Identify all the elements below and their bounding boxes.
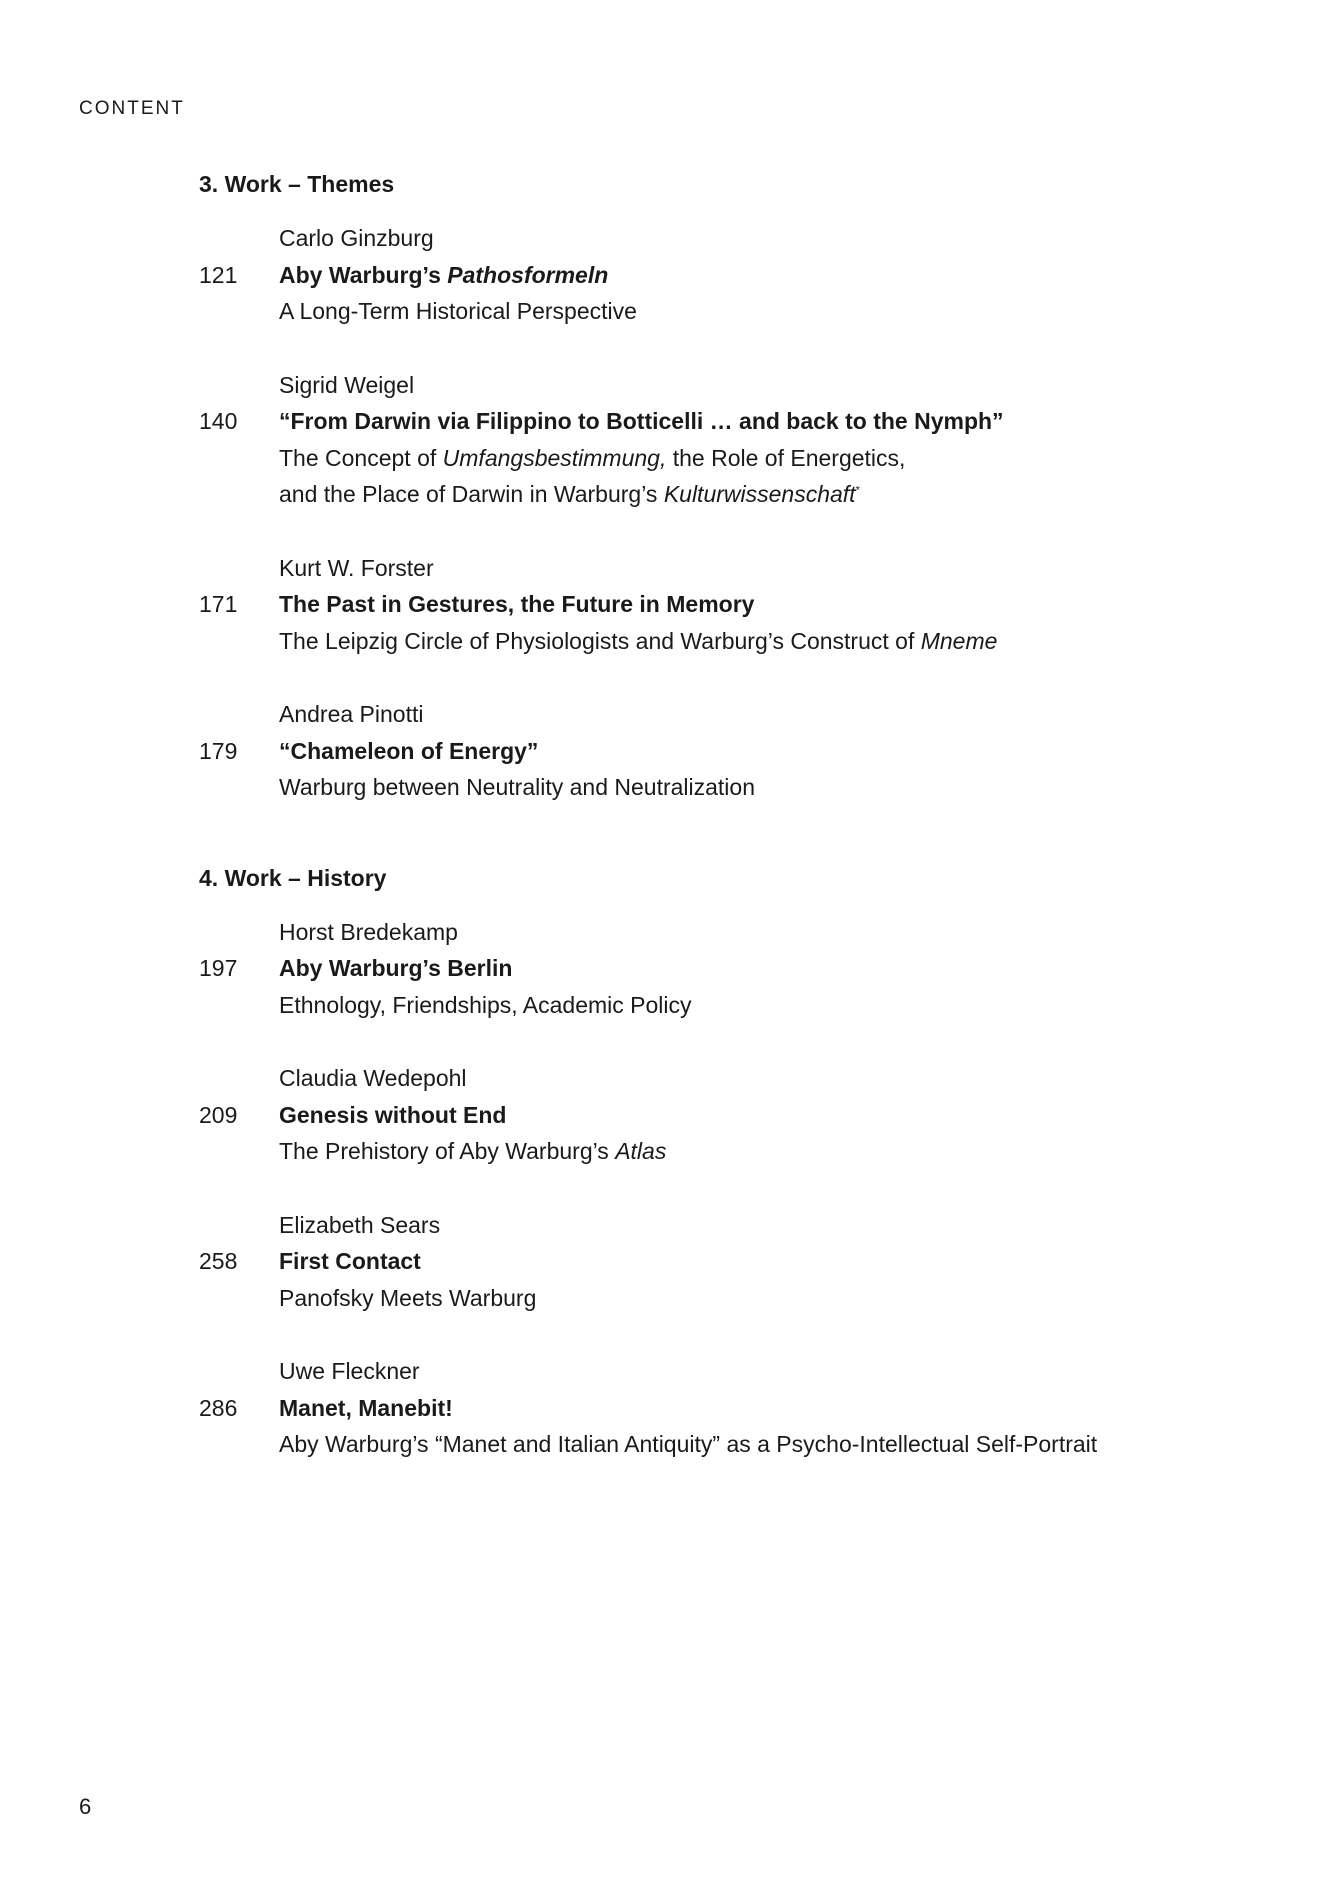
- toc-entry: [199, 367, 1259, 513]
- section-title: 4. Work – History: [199, 864, 387, 891]
- entry-page-number: 179: [199, 737, 238, 764]
- entry-subtitle-text: Aby Warburg’s “Manet and Italian Antiquity” as a Psycho-Intellectual Self-Portrait: [279, 1431, 1098, 1457]
- entry-subtitle-text: and the Place of Darwin in Warburg’s: [279, 481, 664, 507]
- entry-title: Genesis without End: [279, 1101, 507, 1128]
- section-entries: [199, 220, 1259, 806]
- toc-entry: [199, 696, 1259, 806]
- entry-page-number: 286: [199, 1394, 238, 1421]
- entry-page-number: 209: [199, 1101, 238, 1128]
- entry-subtitle-text: The Leipzig Circle of Physiologists and Warburg’s Construct of: [279, 627, 921, 654]
- section-title: 3. Work – Themes: [199, 171, 395, 197]
- entry-title: The Past in Gestures, the Future in Memory: [279, 591, 755, 617]
- toc-entry: [199, 1060, 1259, 1170]
- entry-subtitle: [199, 769, 1259, 806]
- entry-subtitle: [199, 1426, 1259, 1463]
- entry-page-number: 140: [199, 408, 238, 434]
- entry-title-italic: Pathosformeln: [447, 261, 609, 288]
- running-head: CONTENT: [79, 98, 185, 119]
- entry-subtitle-text: The Prehistory of Aby Warburg’s: [279, 1138, 616, 1164]
- entry-title-line[interactable]: [199, 1243, 1259, 1280]
- entry-subtitle: [199, 1133, 1259, 1170]
- entry-subtitle: [199, 1280, 1259, 1317]
- entry-title-line[interactable]: [199, 733, 1259, 770]
- entry-subtitle-text: The Concept of: [279, 444, 443, 471]
- entry-title-line[interactable]: [199, 586, 1259, 623]
- entry-subtitle: [199, 293, 1259, 330]
- entry-page-number: 258: [199, 1248, 238, 1274]
- table-of-contents: [199, 166, 1259, 1463]
- entry-title-line[interactable]: [199, 403, 1259, 440]
- entry-author: Sigrid Weigel: [279, 371, 415, 398]
- page-number: 6: [79, 1794, 92, 1819]
- entry-subtitle-text: Warburg between Neutrality and Neutralization: [279, 774, 756, 800]
- entry-subtitle-italic: Mneme: [920, 627, 998, 654]
- entry-author: Andrea Pinotti: [279, 701, 424, 727]
- entry-author: Uwe Fleckner: [279, 1358, 420, 1384]
- entry-title: Aby Warburg’s: [279, 261, 448, 288]
- entry-subtitle: [199, 440, 1259, 477]
- entry-page-number: 121: [199, 261, 238, 288]
- entry-subtitle-italic: Umfangsbestimmung,: [442, 444, 667, 471]
- entry-page-number: 171: [199, 591, 238, 617]
- entry-author: Carlo Ginzburg: [279, 225, 434, 251]
- entry-title: Aby Warburg’s Berlin: [279, 955, 513, 981]
- entry-title-line[interactable]: [199, 1390, 1259, 1427]
- entry-subtitle-text: A Long-Term Historical Perspective: [279, 298, 637, 324]
- entry-subtitle-text: Ethnology, Friendships, Academic Policy: [279, 991, 692, 1018]
- entry-title-line[interactable]: [199, 257, 1259, 294]
- entry-subtitle: [199, 987, 1259, 1024]
- entry-title: “Chameleon of Energy”: [279, 737, 539, 764]
- section-entries: [199, 914, 1259, 1463]
- toc-entry: [199, 220, 1259, 330]
- entry-subtitle-text: the Role of Energetics,: [666, 444, 906, 471]
- entry-title: First Contact: [279, 1248, 421, 1274]
- entry-page-number: 197: [199, 955, 238, 981]
- toc-entry: [199, 914, 1259, 1024]
- entry-author: Kurt W. Forster: [279, 554, 434, 581]
- entry-subtitle-italic: Atlas: [615, 1138, 667, 1164]
- toc-entry: [199, 550, 1259, 660]
- toc-entry: [199, 1353, 1259, 1463]
- entry-subtitle-italic: Kulturwissenschaft: [663, 481, 856, 507]
- entry-title: Manet, Manebit!: [279, 1394, 453, 1421]
- toc-entry: [199, 1207, 1259, 1317]
- entry-subtitle-text: Panofsky Meets Warburg: [279, 1284, 537, 1311]
- entry-author: Elizabeth Sears: [279, 1211, 441, 1238]
- entry-title: “From Darwin via Filippino to Botticelli … and back to the Nymph”: [279, 408, 1004, 434]
- entry-author: Horst Bredekamp: [279, 918, 458, 945]
- entry-author: Claudia Wedepohl: [279, 1065, 467, 1091]
- entry-subtitle: [199, 623, 1259, 660]
- entry-title-line[interactable]: [199, 1097, 1259, 1134]
- footnote-marker: *: [855, 484, 860, 497]
- entry-subtitle: [199, 476, 1259, 513]
- entry-title-line[interactable]: [199, 950, 1259, 987]
